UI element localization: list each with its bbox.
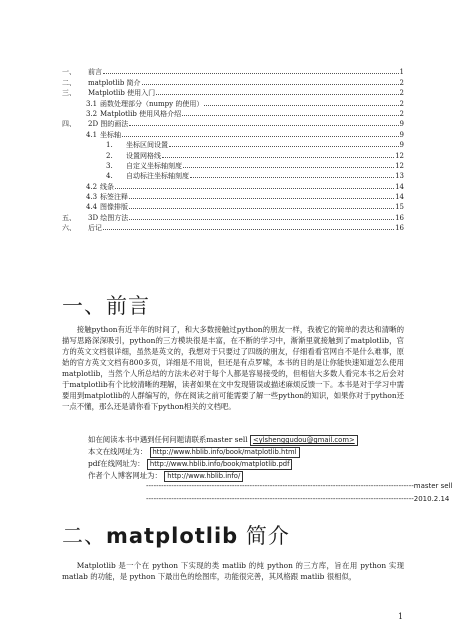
online-url-link[interactable]: http://www.hblib.info/book/matplotlib.html <box>150 447 300 458</box>
toc-entry-number: 3. <box>106 161 113 170</box>
signature-name: master sell <box>413 482 453 490</box>
toc-entry[interactable] <box>62 87 404 97</box>
toc-entry-title: 自定义坐标轴刻度 <box>126 161 182 170</box>
signature-name-line <box>146 482 453 491</box>
signature-dashes-1: ---------------------------------------------------------------------------------------------------------- <box>146 482 414 490</box>
toc-entry-number: 六、 <box>62 224 76 233</box>
toc-entry-page: 2 <box>399 99 404 108</box>
toc-entry-page: 12 <box>395 161 404 170</box>
toc-entry-page: 15 <box>395 203 404 212</box>
toc-entry-page: 9 <box>399 120 404 129</box>
toc-entry-page: 14 <box>395 193 404 202</box>
toc-entry-number: 4. <box>106 172 113 181</box>
toc-entry-title: Matplotlib 使用入门 <box>88 89 156 98</box>
toc-entry-page: 2 <box>399 89 404 98</box>
toc-entry-number: 4.3 <box>86 193 98 202</box>
signature-dashes-2: ---------------------------------------------------------------------------------------------------------- <box>146 495 414 503</box>
toc-entry-title: 坐标轴 <box>100 130 121 139</box>
toc-entry-title: 前言 <box>88 68 102 77</box>
toc-leader-dots <box>183 167 394 168</box>
toc-entry[interactable] <box>62 201 404 211</box>
toc-entry[interactable] <box>62 160 404 170</box>
toc-leader-dots <box>129 125 398 126</box>
toc-entry-title: 自动标注坐标轴刻度 <box>126 172 189 181</box>
toc-entry-page: 2 <box>399 109 404 118</box>
toc-entry-number: 五、 <box>62 213 76 222</box>
toc-entry-number: 3.2 <box>86 109 98 118</box>
preface-paragraph <box>62 324 404 412</box>
toc-entry[interactable] <box>62 139 404 149</box>
toc-entry-page: 9 <box>399 130 404 139</box>
toc-entry-page: 13 <box>395 172 404 181</box>
section-heading-intro: 二、matplotlib 简介 <box>62 524 290 548</box>
toc-entry[interactable] <box>62 211 404 221</box>
toc-leader-dots <box>103 73 399 74</box>
online-url-label: 本文在线网址为： <box>88 447 148 456</box>
pdf-url-line <box>88 458 292 470</box>
toc-leader-dots <box>129 198 394 199</box>
intro-paragraph <box>62 560 404 582</box>
author-email[interactable]: <ylshenggudou@gmail.com> <box>250 435 358 446</box>
toc-entry-number: 4.4 <box>86 203 98 212</box>
toc-entry[interactable] <box>62 149 404 159</box>
toc-entry-title: 3D 绘图方法 <box>88 213 129 222</box>
toc-entry-number: 一、 <box>62 68 76 77</box>
online-url-line <box>88 446 300 458</box>
toc-entry-title: 图像排版 <box>100 203 128 212</box>
toc-entry-title: 后记 <box>88 224 102 233</box>
toc-entry-page: 16 <box>395 213 404 222</box>
toc-entry-number: 四、 <box>62 120 76 129</box>
toc-entry[interactable] <box>62 180 404 190</box>
toc-entry-title: matplotlib 简介 <box>88 78 141 87</box>
toc-leader-dots <box>142 84 399 85</box>
toc-leader-dots <box>169 146 399 147</box>
preface-text: 接触python有近半年的时间了，和大多数接触过python的朋友一样，我被它的简单的表达和清晰的描写思路深深吸引，python的三方模块很是丰富，在不断的学习中，渐渐里就接触到了matplotlib，官方的英文文档很详细，虽然是英文的，我想对于只要过了四级的朋友，仔细看看官网自不是什么难事，原始的官方英文文档有800多页，详细是不用说，但还是有点罗嗦，本书的目的是让你能快速知道怎么使用matplotlib，当然个人所总结的方法未必对于每个人都是容易接受的，但相信大多数人看完本书之后会对于matplotlib有个比较清晰的理解，读者如果在文中发现错误或描述麻烦反馈一下。本书是对于学习中需要用到matplotlib的人群编写的，你在阅读之前可能需要了解一些python的知识，如果你对于python还一点不懂，那么还是请你看下python相关的文档吧。 <box>62 325 404 411</box>
section-heading-preface: 一、前言 <box>62 294 150 318</box>
toc-entry-title: 坐标区间设置 <box>126 141 168 150</box>
toc-entry[interactable] <box>62 128 404 138</box>
contact-text: 如在阅读本书中遇到任何问题请联系master sell <box>88 435 250 444</box>
toc-leader-dots <box>182 115 398 116</box>
toc-entry[interactable] <box>62 108 404 118</box>
toc-leader-dots <box>162 157 394 158</box>
toc-entry[interactable] <box>62 191 404 201</box>
toc-entry-title: Matplotlib 使用风格介绍 <box>100 109 182 118</box>
contact-line <box>88 434 358 446</box>
toc-leader-dots <box>122 136 399 137</box>
toc-entry-title: 标签注释 <box>100 193 128 202</box>
intro-text: Matplotlib 是一个在 python 下实现的类 matlib 的纯 python 的三方库，旨在用 python 实现 matlab 的功能，是 python 下最出色的绘图库，功能很完善，其风格跟 matlib 很相似， <box>62 561 404 581</box>
blog-url-label: 作者个人博客网址为： <box>88 471 162 480</box>
toc-entry-title: 线条 <box>100 182 114 191</box>
toc-entry-number: 3.1 <box>86 99 98 108</box>
pdf-url-link[interactable]: http://www.hblib.info/book/matplotlib.pdf <box>147 459 293 470</box>
toc-entry-title: 2D 图的画法 <box>88 120 129 129</box>
signature-date: 2010.2.14 <box>413 495 450 503</box>
toc-entry-title: 设置网格线 <box>126 151 161 160</box>
toc-entry-number: 1. <box>106 141 113 150</box>
toc-leader-dots <box>204 105 398 106</box>
blog-url-line <box>88 470 243 482</box>
pdf-url-label: pdf在线网址为： <box>88 459 145 468</box>
toc-entry[interactable] <box>62 222 404 232</box>
toc-entry-number: 二、 <box>62 78 76 87</box>
toc-leader-dots <box>190 177 394 178</box>
toc-entry-page: 12 <box>395 151 404 160</box>
signature-date-line <box>146 495 450 504</box>
toc-leader-dots <box>129 208 394 209</box>
toc-entry-page: 1 <box>399 68 404 77</box>
toc-entry-number: 三、 <box>62 89 76 98</box>
page-number: 1 <box>398 612 404 621</box>
toc-leader-dots <box>115 188 394 189</box>
toc-leader-dots <box>103 229 394 230</box>
blog-url-link[interactable]: http://www.hblib.info/ <box>164 471 243 482</box>
toc-entry[interactable] <box>62 118 404 128</box>
toc-entry-page: 2 <box>399 78 404 87</box>
toc-entry[interactable] <box>62 76 404 86</box>
toc-entry[interactable] <box>62 66 404 76</box>
toc-entry-title: 函数处理部分（numpy 的使用） <box>100 99 204 108</box>
toc-entry-page: 9 <box>399 141 404 150</box>
toc-entry-page: 14 <box>395 182 404 191</box>
toc-entry-number: 2. <box>106 151 113 160</box>
toc-entry-page: 16 <box>395 224 404 233</box>
toc-entry-number: 4.2 <box>86 182 98 191</box>
toc-entry[interactable] <box>62 170 404 180</box>
table-of-contents <box>62 66 404 232</box>
toc-entry-number: 4.1 <box>86 130 98 139</box>
toc-leader-dots <box>156 94 398 95</box>
toc-leader-dots <box>129 219 394 220</box>
toc-entry[interactable] <box>62 97 404 107</box>
